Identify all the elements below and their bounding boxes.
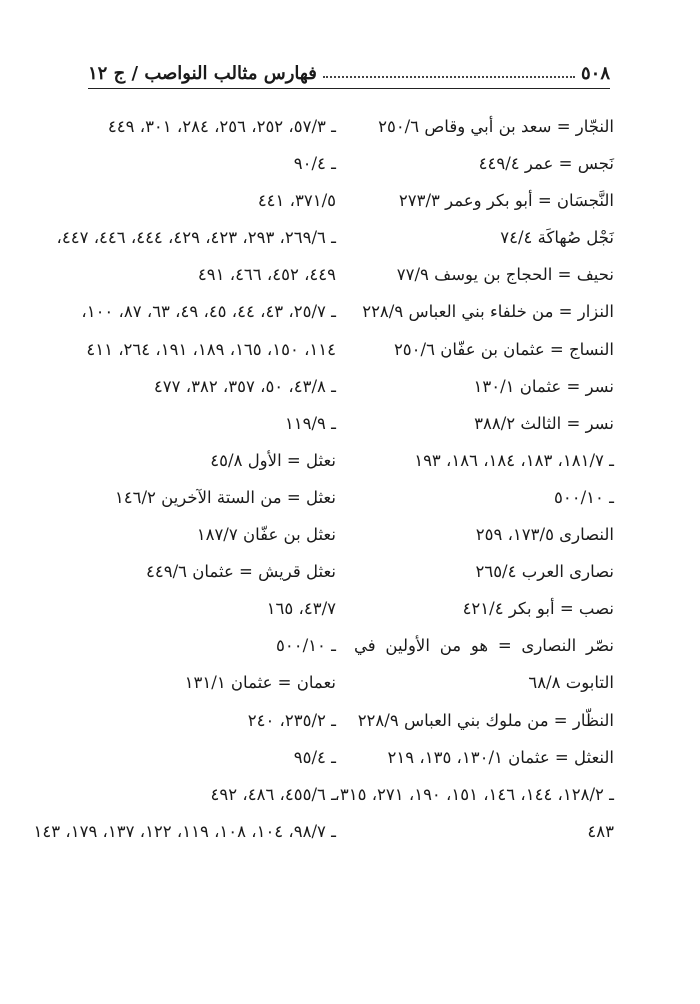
index-column-left [33,108,336,850]
index-entry: النزار = من خلفاء بني العباس ٢٢٨/٩ [362,302,614,322]
index-entry: ٤٨٣ [587,821,614,841]
index-entry: ٤٣/٧، ١٦٥ [266,599,336,619]
index-entry: نصب = أبو بكر ٤٢١/٤ [462,599,614,619]
index-entry: ـ ٩٥/٤ [293,747,336,767]
index-entry: ـ ٢٥/٧، ٤٣، ٤٤، ٤٥، ٤٩، ٦٣، ٨٧، ١٠٠، [81,302,336,322]
index-entry: نعمان = عثمان ١٣١/١ [184,673,336,693]
index-entry: النساج = عثمان بن عفّان ٢٥٠/٦ [393,339,614,359]
index-entry: النصارى ١٧٣/٥، ٢٥٩ [475,525,614,545]
index-entry: النجّار = سعد بن أبي وقاص ٢٥٠/٦ [378,117,614,136]
index-entry: ١١٤، ١٥٠، ١٦٥، ١٨٩، ١٩١، ٢٦٤، ٤١١ [86,339,336,359]
index-entry: نعثل بن عفّان ١٨٧/٧ [196,525,336,545]
index-entry: نصارى العرب ٢٦٥/٤ [475,562,614,582]
index-entry: ٣٧١/٥، ٤٤١ [257,191,336,211]
index-entry: ـ ٢٦٩/٦، ٢٩٣، ٤٢٣، ٤٢٩، ٤٤٤، ٤٤٦، ٤٤٧، [56,228,336,248]
index-entry: نسر = عثمان ١٣٠/١ [473,376,614,396]
index-entry: النظّار = من ملوك بني العباس ٢٢٨/٩ [357,710,614,730]
index-entry: النعثل = عثمان ١٣٠/١، ١٣٥، ٢١٩ [387,747,614,767]
index-column-right [334,108,614,850]
index-entry: نحيف = الحجاج بن يوسف ٧٧/٩ [396,265,614,285]
page-number: ٥٠٨ [580,63,610,84]
index-entry: ـ ٥٠٠/١٠ [276,636,336,656]
running-header [88,56,610,89]
index-entry: ٤٤٩، ٤٥٢، ٤٦٦، ٤٩١ [197,265,336,285]
index-entry: نَجْل صُهاكَة ٧٤/٤ [500,228,614,248]
index-entry: ـ ٢٣٥/٢، ٢٤٠ [247,710,336,730]
running-header-title: فهارس مثالب النواصب / ج ١٢ [88,63,317,84]
index-entry: ـ ٤٥٥/٦، ٤٨٦، ٤٩٢ [210,784,336,804]
index-entry: نعثل قريش = عثمان ٤٤٩/٦ [146,562,336,582]
index-entry: ـ ٩٠/٤ [293,154,336,174]
index-entry: التابوت ٦٨/٨ [528,673,614,693]
index-entry: النَّجسَان = أبو بكر وعمر ٢٧٣/٣ [398,191,614,211]
dot-leader [323,76,575,78]
index-entry: ـ ١٨١/٧، ١٨٣، ١٨٤، ١٨٦، ١٩٣ [414,450,614,470]
index-entry: نَجس = عمر ٤٤٩/٤ [478,154,614,174]
index-entry: ـ ٤٣/٨، ٥٠، ٣٥٧، ٣٨٢، ٤٧٧ [153,376,336,396]
index-entry: ـ ٥٧/٣، ٢٥٢، ٢٥٦، ٢٨٤، ٣٠١، ٤٤٩ [107,117,336,136]
index-entry: ـ ١٢٨/٢، ١٤٤، ١٤٦، ١٥١، ١٩٠، ٢٧١، ٣١٥، [334,784,614,804]
index-entry: ـ ١١٩/٩ [284,413,336,433]
index-entry: نعثل = من الستة الآخرين ١٤٦/٢ [114,487,336,507]
index-entry: نصّر النصارى = هو من الأولين في [354,636,614,656]
index-entry: نعثل = الأول ٤٥/٨ [210,450,336,470]
index-entry: ـ ٥٠٠/١٠ [554,487,614,507]
index-entry: ـ ٩٨/٧، ١٠٤، ١٠٨، ١١٩، ١٢٢، ١٣٧، ١٧٩، ١٤٣ [33,821,336,841]
index-entry: نسر = الثالث ٣٨٨/٢ [474,413,614,433]
